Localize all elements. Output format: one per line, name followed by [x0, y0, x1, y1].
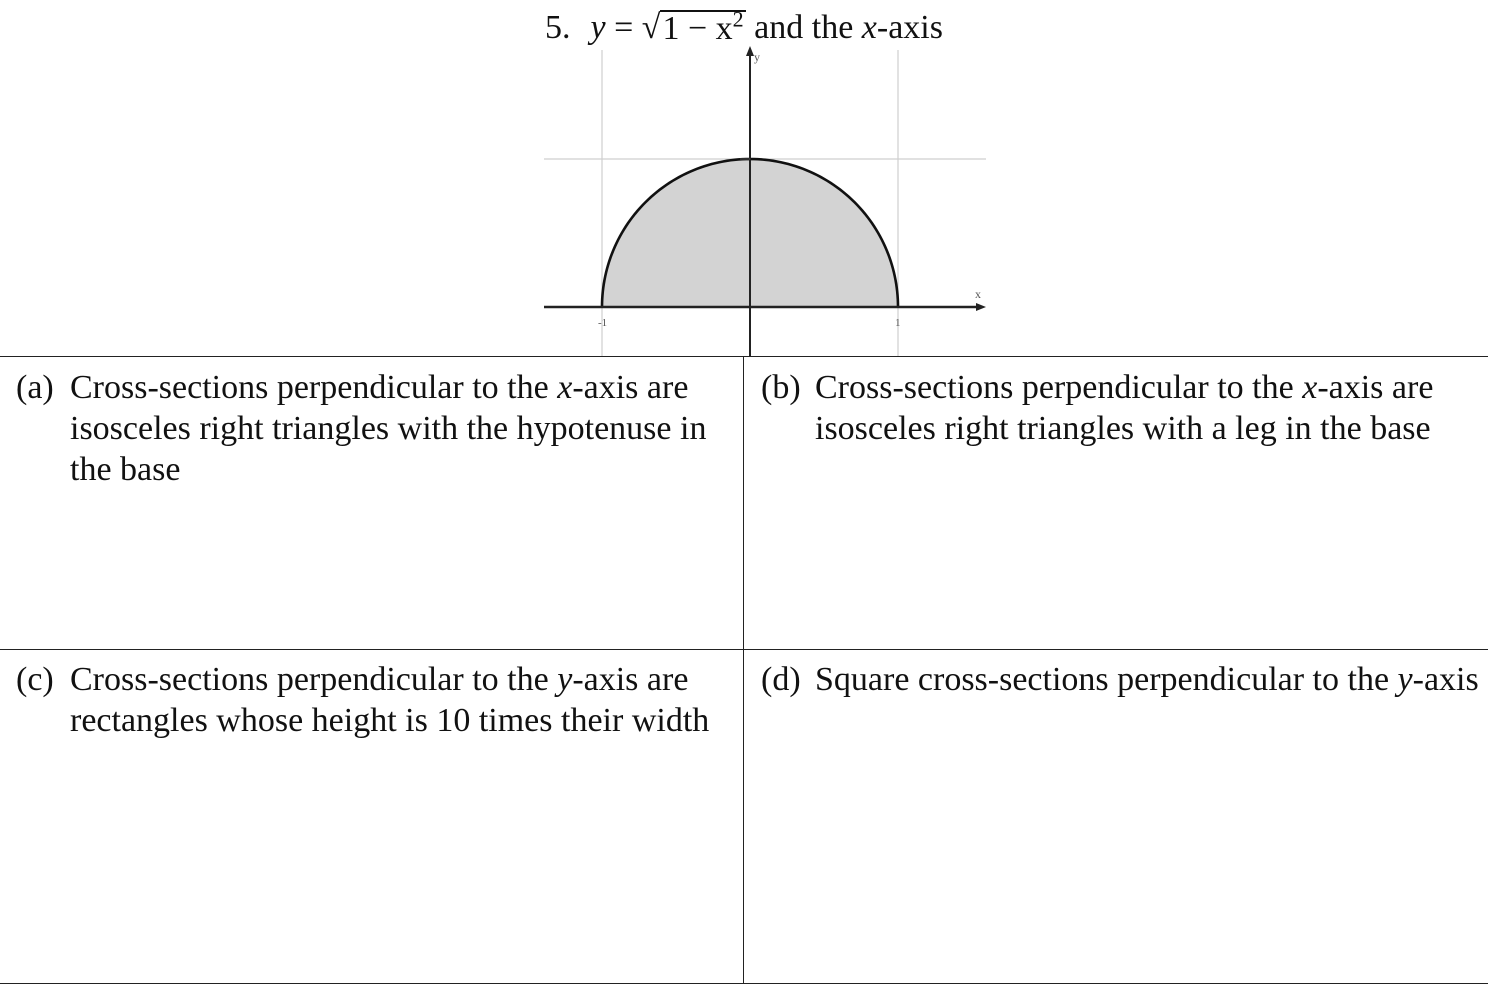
- part-d-letter: (d): [761, 661, 801, 698]
- x-axis-label: x: [975, 287, 981, 301]
- x-tick-label-negative-one: -1: [598, 317, 608, 329]
- equals-sign: =: [614, 9, 634, 46]
- y-axis-arrowhead: [746, 46, 754, 56]
- x-tick-label-one: 1: [895, 317, 901, 329]
- part-c-variable: y: [557, 661, 573, 698]
- radicand-base: 1 − x: [662, 10, 733, 47]
- part-c-cell: [0, 653, 743, 741]
- part-a-text-post: -axis are isosceles right triangles with the hypotenuse in the base: [70, 369, 707, 488]
- part-b-text: [815, 367, 1480, 449]
- suffix-pre: and the: [745, 9, 862, 46]
- part-b-text-post: -axis are isosceles right triangles with a leg in the base: [815, 369, 1434, 447]
- part-b-text-pre: Cross-sections perpendicular to the: [815, 369, 1303, 406]
- y-axis-label: y: [754, 50, 760, 64]
- part-c: [16, 659, 729, 741]
- part-a-letter: (a): [16, 369, 54, 406]
- part-d-variable: y: [1397, 661, 1413, 698]
- part-a-variable: x: [557, 369, 573, 406]
- part-b-cell: [745, 361, 1488, 449]
- part-b-variable: x: [1302, 369, 1318, 406]
- suffix-post: -axis: [876, 9, 943, 46]
- problem-number: 5.: [545, 9, 571, 46]
- graph-svg: [540, 44, 992, 357]
- part-d-text-pre: Square cross-sections perpendicular to the: [815, 661, 1398, 698]
- parts-table: [0, 356, 1488, 984]
- part-d-cell: [745, 653, 1488, 700]
- part-a-text: [70, 367, 729, 490]
- x-axis-arrowhead: [976, 303, 986, 311]
- part-c-text-pre: Cross-sections perpendicular to the: [70, 661, 558, 698]
- part-c-letter: (c): [16, 661, 54, 698]
- radical-symbol: √: [641, 9, 661, 46]
- part-b: [761, 367, 1480, 449]
- radicand-exponent: 2: [732, 6, 744, 32]
- part-d-text: [815, 659, 1480, 700]
- suffix-variable: x: [861, 9, 877, 46]
- part-c-text: [70, 659, 729, 741]
- part-a-cell: [0, 361, 743, 490]
- table-horizontal-divider: [0, 649, 1488, 650]
- radicand: [660, 6, 745, 47]
- part-c-text-post: -axis are rectangles whose height is 10 times their width: [70, 661, 710, 739]
- part-d: [761, 659, 1480, 700]
- part-d-text-post: -axis: [1412, 661, 1479, 698]
- equation-lhs: y: [590, 9, 606, 46]
- part-a: [16, 367, 729, 490]
- region-graph: [540, 44, 992, 357]
- table-vertical-divider: [743, 357, 744, 983]
- part-a-text-pre: Cross-sections perpendicular to the: [70, 369, 558, 406]
- part-b-letter: (b): [761, 369, 801, 406]
